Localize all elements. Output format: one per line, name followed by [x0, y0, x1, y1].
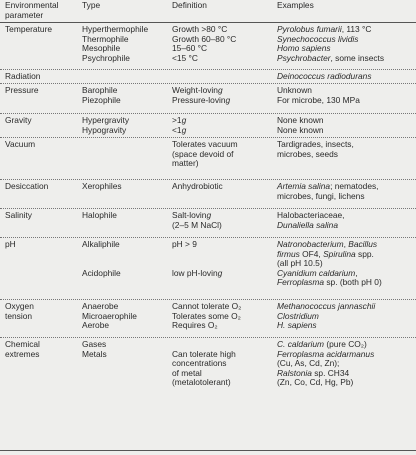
examples-line — [277, 221, 413, 231]
table-row — [0, 115, 416, 138]
table-row — [0, 339, 416, 451]
examples-line: Unknown — [277, 85, 312, 95]
examples-line: Tardigrades, insects, — [277, 139, 354, 149]
header-examples: Examples — [277, 0, 314, 10]
definition-line: Anhydrobiotic — [172, 181, 223, 191]
definition-line: (space devoid of — [172, 148, 234, 159]
definition-line: Salt-loving — [172, 210, 212, 220]
italic-unit: g — [181, 115, 187, 125]
parameter-line: Radiation — [5, 71, 41, 81]
examples-line: (all pH 10.5) — [277, 258, 323, 269]
species-name: H. sapiens — [277, 320, 317, 331]
type-line: Psychrophile — [82, 52, 130, 63]
type-line: Hypogravity — [82, 124, 127, 135]
species-name: Natronobacterium — [277, 239, 344, 249]
type-cell — [82, 340, 168, 359]
type-line: Xerophiles — [82, 181, 122, 191]
definition-line: concentrations — [172, 358, 227, 369]
parameter-cell — [5, 25, 79, 35]
header-parameter: Environmental parameter — [5, 0, 59, 20]
examples-line: Ralstonia sp. CH34 — [277, 367, 350, 378]
definition-line: of metal — [172, 367, 202, 378]
parameter-line: Pressure — [5, 85, 39, 95]
parameter-line: Gravity — [5, 115, 32, 125]
examples-line: (Cu, As, Cd, Zn); — [277, 358, 340, 369]
parameter-cell — [5, 240, 79, 250]
examples-cell — [277, 116, 413, 135]
examples-line: firmus OF4, Spirulina spp. — [277, 248, 374, 259]
definition-line: low pH-loving — [172, 267, 223, 278]
species-name: Dunaliella salina — [277, 219, 338, 230]
type-line: Metals — [82, 348, 107, 359]
examples-cell — [277, 72, 413, 82]
species-name: Deinococcus radiodurans — [277, 71, 372, 81]
type-line: Halophile — [82, 210, 117, 220]
definition-line: matter) — [172, 158, 199, 169]
species-name: Homo sapiens — [277, 43, 331, 54]
definition-cell — [172, 86, 276, 105]
examples-line: Artemia salina; nematodes, — [277, 181, 379, 191]
definition-cell — [172, 240, 276, 278]
parameter-line: extremes — [5, 348, 40, 359]
species-name: Methanococcus jannaschii — [277, 301, 376, 311]
species-name: Ralstonia — [277, 367, 312, 378]
parameter-cell — [5, 72, 79, 82]
definition-line: Can tolerate high — [172, 348, 236, 359]
examples-line: Psychrobacter, some insects — [277, 52, 385, 63]
italic-unit: g — [217, 85, 223, 95]
type-line: Gases — [82, 339, 107, 349]
parameter-cell — [5, 140, 79, 150]
table-row — [0, 139, 416, 180]
definition-line: Cannot tolerate O₂ — [172, 301, 242, 311]
definition-line: Requires O₂ — [172, 320, 218, 331]
definition-line: >1g — [172, 115, 187, 125]
table-row — [0, 71, 416, 84]
examples-cell — [277, 182, 413, 201]
examples-cell — [277, 86, 413, 105]
table-row — [0, 210, 416, 238]
type-line: Thermophile — [82, 33, 129, 44]
examples-line: None known — [277, 115, 324, 125]
definition-line: (2–5 M NaCl) — [172, 219, 222, 230]
type-cell — [82, 182, 168, 192]
type-line — [82, 250, 168, 260]
examples-cell — [277, 302, 413, 331]
examples-cell — [277, 240, 413, 288]
parameter-cell — [5, 211, 79, 221]
examples-cell — [277, 140, 413, 159]
type-line: Anaerobe — [82, 301, 119, 311]
examples-line: microbes, seeds — [277, 148, 338, 159]
parameter-line: tension — [5, 310, 33, 321]
examples-line: None known — [277, 124, 324, 135]
parameter-cell — [5, 116, 79, 126]
species-name: Pyrolobus fumarii — [277, 24, 342, 34]
definition-cell — [172, 302, 276, 331]
definition-cell — [172, 25, 276, 63]
type-cell — [82, 25, 168, 63]
parameter-line: Oxygen — [5, 301, 34, 311]
type-cell — [82, 240, 168, 278]
parameter-line: Chemical — [5, 339, 40, 349]
species-name: C. caldarium — [277, 339, 325, 349]
definition-line: Weight-loving — [172, 85, 223, 95]
parameter-line: Temperature — [5, 24, 53, 34]
species-name: Ferroplasma — [277, 277, 325, 288]
parameter-cell — [5, 86, 79, 96]
definition-line: Tolerates vacuum — [172, 139, 238, 149]
examples-cell — [277, 211, 413, 230]
parameter-line: pH — [5, 239, 16, 249]
species-name: Clostridium — [277, 310, 319, 321]
parameter-line: Salinity — [5, 210, 32, 220]
examples-line: For microbe, 130 MPa — [277, 94, 360, 105]
definition-line: Tolerates some O₂ — [172, 310, 241, 321]
examples-line: Pyrolobus fumarii, 113 °C — [277, 24, 372, 34]
definition-cell — [172, 116, 276, 135]
type-line: Acidophile — [82, 267, 121, 278]
type-cell — [82, 86, 168, 105]
type-cell — [82, 211, 168, 221]
type-line: Hyperthermophile — [82, 24, 149, 34]
table-row — [0, 239, 416, 300]
examples-line: (Zn, Co, Cd, Hg, Pb) — [277, 377, 354, 388]
species-name: Ferroplasma acidarmanus — [277, 348, 375, 359]
definition-line — [172, 250, 276, 260]
parameter-cell — [5, 340, 79, 359]
type-line: Microaerophile — [82, 310, 137, 321]
species-name: Artemia salina — [277, 181, 331, 191]
definition-cell — [172, 182, 276, 192]
species-name: Psychrobacter — [277, 52, 331, 63]
definition-line: 15–60 °C — [172, 43, 208, 54]
definition-line: Growth >80 °C — [172, 24, 228, 34]
table-row — [0, 181, 416, 209]
definition-line: (metalotolerant) — [172, 377, 231, 388]
type-line: Hypergravity — [82, 115, 130, 125]
italic-unit: g — [217, 267, 223, 278]
table-header — [0, 0, 416, 23]
header-type: Type — [82, 0, 101, 10]
definition-line: Pressure-loving — [172, 94, 231, 105]
type-line: Barophile — [82, 85, 118, 95]
definition-cell — [172, 140, 276, 169]
examples-line: microbes, fungi, lichens — [277, 190, 365, 201]
definition-line: <15 °C — [172, 52, 198, 63]
table-row — [0, 85, 416, 114]
examples-line — [277, 321, 413, 331]
definition-cell — [172, 211, 276, 230]
examples-line: Natronobacterium, Bacillus — [277, 239, 378, 249]
examples-line — [277, 72, 413, 82]
type-line: Alkaliphile — [82, 239, 120, 249]
type-line: Mesophile — [82, 43, 121, 54]
italic-unit: g — [181, 124, 187, 135]
examples-line: Ferroplasma sp. (both pH 0) — [277, 277, 382, 288]
parameter-line: Desiccation — [5, 181, 49, 191]
table-row — [0, 301, 416, 338]
definition-cell — [172, 340, 276, 388]
definition-line: pH > 9 — [172, 239, 197, 249]
parameter-line: Vacuum — [5, 139, 36, 149]
type-line: Piezophile — [82, 94, 121, 105]
header-definition: Definition — [172, 0, 207, 10]
species-name: firmus — [277, 248, 300, 259]
type-cell — [82, 116, 168, 135]
italic-unit: g — [225, 94, 231, 105]
parameter-cell — [5, 182, 79, 192]
examples-cell — [277, 25, 413, 63]
definition-line: <1g — [172, 124, 187, 135]
examples-line: Cyanidium caldarium, — [277, 267, 358, 278]
type-cell — [82, 302, 168, 331]
species-name: Bacillus — [348, 239, 378, 249]
examples-line: Halobacteriaceae, — [277, 210, 345, 220]
species-name: Synechococcus lividis — [277, 33, 359, 44]
examples-line: C. caldarium (pure CO₂) — [277, 339, 367, 349]
species-name: Cyanidium caldarium — [277, 267, 356, 278]
type-line: Aerobe — [82, 320, 110, 331]
table-row — [0, 24, 416, 70]
examples-cell — [277, 340, 413, 388]
italic-unit: g — [206, 210, 212, 220]
parameter-cell — [5, 302, 79, 321]
species-name: Spirulina — [323, 248, 356, 259]
definition-line: Growth 60–80 °C — [172, 33, 237, 44]
